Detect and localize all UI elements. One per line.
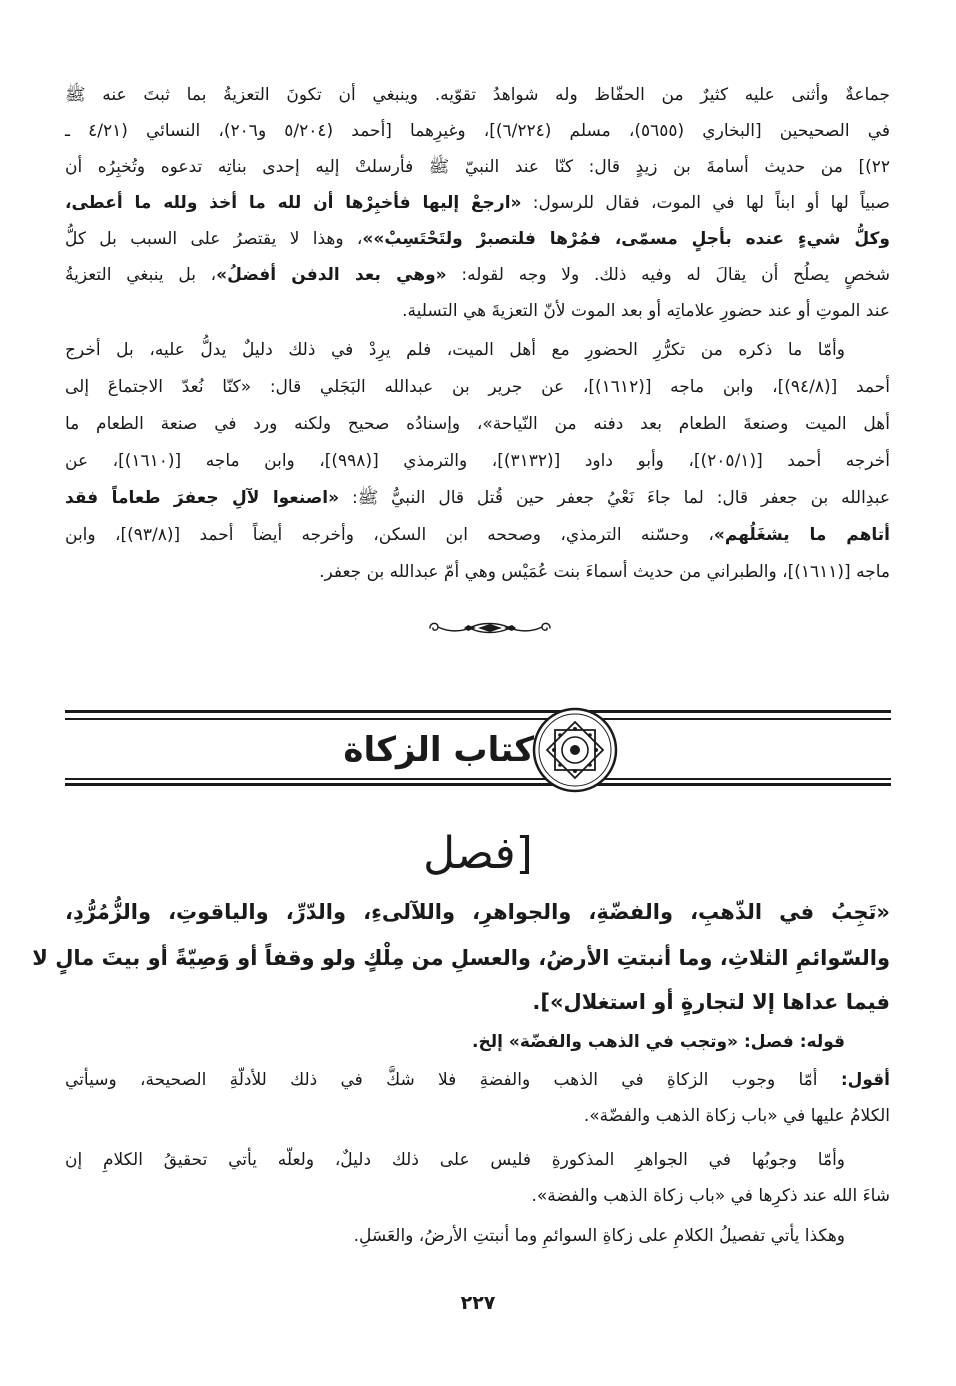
text-segment: فيما عداها إلا لتجارةٍ أو استغلال»]. [532,990,890,1014]
commentary-line [65,1181,890,1211]
hadith-quote: أتاهم ما يشغَلُهم» [713,525,890,545]
quoted-matn: قوله: فصل: «وتجب في الذهب والفضّة» إلخ. [472,1032,845,1052]
matn-line [65,894,890,930]
commentary-line [65,1101,890,1131]
text-segment: شاءَ الله عند ذكرِها في «باب زكاة الذهب والفضة». [531,1186,890,1206]
text-segment: صبياً لها أو ابناً لها في الموت، فقال للرسول: [521,193,890,213]
paragraph-2-line [65,557,890,587]
heading-rule-bottom-thin [65,778,891,780]
hadith-quote: وكلُّ شيءٍ عنده بأجلٍ مسمّى، فمُرْها فلتصبرْ ولتَحْتَسِبْ»» [362,229,890,249]
ornament-divider-icon [420,616,560,640]
text-segment: أخرجه أحمد [(٢٠٥/١)]، وأبو داود [(٣١٣٢)]، والترمذي [(٩٩٨)]، وابن ماجه [(١٦١٠)]، عن [65,451,890,471]
text-segment: وأمّا ما ذكره من تكرُّرِ الحضورِ مع أهل الميت، فلم يرِدْ في ذلك دليلٌ يدلُّ عليه، بل أخرج [65,340,845,360]
commentary-line [65,1145,845,1175]
text-segment: ، وهذا لا يقتصرُ على السبب بل كلُّ [65,229,363,249]
text-segment: ٢٢)] من حديث أسامةَ بن زيدٍ قال: كنّا عند النبيّ ﷺ فأرسلتْ إليه إحدى بناتِه تدعوه وتُخبِرُه أن [65,157,890,177]
text-segment: ، وحسّنه الترمذي، وصححه ابن السكن، وأخرجه أيضاً أحمد [(٩٣/٨)]، وابن [65,525,714,545]
text-segment: «تَجِبُ في الذّهبِ، والفضّةِ، والجواهرِ، واللآلىءِ، والدّرِّ، والياقوتِ، والزُّمُرُّدِ، [65,900,890,924]
paragraph-1-line [65,260,890,290]
text-segment: وأمّا وجوبُها في الجواهرِ المذكورةِ فليس على ذلك دليلٌ، ولعلّه يأتي تحقيقُ الكلامِ إن [65,1150,845,1170]
text-segment: في الصحيحين [البخاري (٥٦٥٥)، مسلم (٦/٢٢٤)]، وغيرِهما [أحمد (٥/٢٠٤ و٢٠٦)، النسائي (٤/٢١ ـ [65,121,890,141]
paragraph-2-line [65,446,890,476]
hadith-quote: «اصنعوا لآلِ جعفرَ طعاماً فقد [65,488,340,508]
commentary-line [65,1027,845,1057]
text-segment: الكلامُ عليها في «باب زكاة الذهب والفضّة». [583,1106,890,1126]
commentary-lead: أقول: [840,1070,890,1090]
hadith-quote: «ارجعْ إليها فأخبِرْها أن لله ما أخذ ولله ما أعطى، [65,193,522,213]
page-number: ٢٢٧ [460,1292,496,1314]
paragraph-1-line [65,224,890,254]
section-label: [فصل [423,828,533,879]
text-segment: عبدِالله بن جعفر قال: لما جاءَ نَعْيُ جعفر حين قُتل قال النبيُّ ﷺ: [339,488,890,508]
paragraph-2-line [65,372,890,402]
paragraph-1-line [65,152,890,182]
text-segment: والسّوائمِ الثلاثِ، وما أنبتتِ الأرضُ، والعسلِ من مِلْكٍ ولو وقفاً أو وَصِيّةً أو بيتَ مالٍ لا [32,946,890,970]
star-medallion-icon [530,705,620,795]
paragraph-1-line [65,296,890,326]
text-segment: أحمد [(٩٤/٨)]، وابن ماجه [(١٦١٢)]، عن جرير بن عبدالله البَجَلي قال: «كنّا نُعدّ الاجتماعَ إلى [65,377,890,397]
heading-rule-top-thin [65,718,891,720]
text-segment: شخصٍ يصلُح أن يقالَ له وفيه ذلك. ولا وجه لقوله: [446,265,890,285]
paragraph-2-line [65,520,890,550]
text-segment: ماجه [(١٦١١)]، والطبراني من حديث أسماءَ بنت عُمَيْس وهي أمّ عبدالله بن جعفر. [319,562,890,582]
text-segment: جماعةٌ وأثنى عليه كثيرٌ من الحفّاظ وله شواهدُ تقوّيه. وينبغي أن تكونَ التعزيةُ بما ثبتَ عنه ﷺ [65,85,890,105]
matn-line [65,984,890,1020]
quoted-matn: «وهي بعد الدفن أفضلُ» [216,265,447,285]
heading-rule-top-thick [65,710,891,713]
paragraph-1-line [65,116,890,146]
text-segment: ، بل ينبغي التعزيةُ [65,265,217,285]
paragraph-2-line [65,409,890,439]
heading-rule-bottom-thick [65,783,891,786]
commentary-line [65,1221,845,1251]
commentary-line [65,1065,890,1095]
paragraph-2-line [65,335,845,365]
paragraph-1-line [65,80,890,110]
text-segment: وهكذا يأتي تفصيلُ الكلامِ على زكاةِ السوائمِ وما أنبتتِ الأرضُ، والعَسَلِ. [353,1226,845,1246]
matn-line [32,940,890,976]
chapter-title: كتاب الزكاة [343,730,534,770]
paragraph-1-line [65,188,890,218]
text-segment: عند الموتِ أو عند حضورِ علاماتِه أو بعد الموت لأنّ التعزيةَ هي التسلية. [402,301,890,321]
text-segment: أمّا وجوب الزكاةِ في الذهب والفضةِ فلا شكَّ في ذلك للأدلّةِ الصحيحة، وسيأتي [65,1070,841,1090]
text-segment: أهل الميت وصنعةَ الطعام بعد دفنه من النّياحة»، وإسنادُه صحيح ولكنه ورد في صنعة الطعام ما [65,414,890,434]
paragraph-2-line [65,483,890,513]
